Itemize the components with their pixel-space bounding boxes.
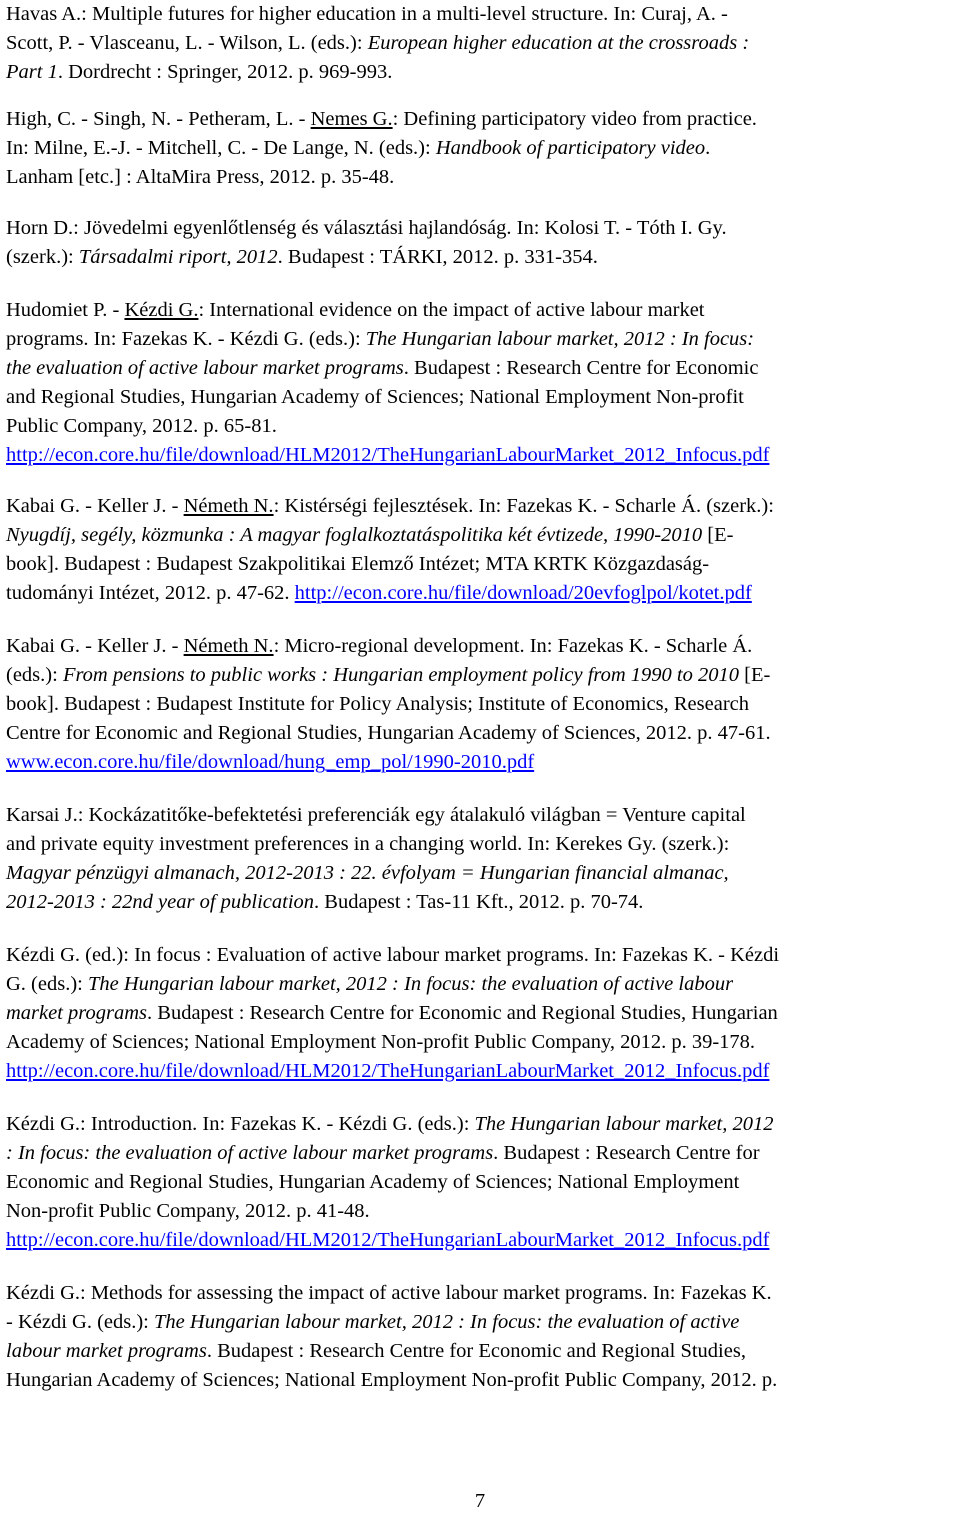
reference-text: Hungarian Academy of Sciences; National Employment Non-profit Public Company, 2012. p. [6,1369,778,1391]
reference-book-title: the evaluation of active labour market programs [6,357,404,379]
reference-text: Academy of Sciences; National Employment Non-profit Public Company, 2012. p. 39-178. [6,1031,756,1053]
reference-text: : Micro-regional development. In: Fazekas K. - Scharle Á. [273,635,753,657]
reference-text: High, C. - Singh, N. - Petheram, L. - [6,108,311,130]
reference-text: Kézdi G. (ed.): In focus : Evaluation of active labour market programs. In: Fazekas K. - Kézdi [6,944,780,966]
reference-link[interactable]: http://econ.core.hu/file/download/HLM2012/TheHungarianLabourMarket_2012_Infocus.pdf [6,444,770,466]
reference-text: [E- [702,524,734,546]
reference-list [6,0,956,1421]
reference-text: tudományi Intézet, 2012. p. 47-62. [6,582,295,604]
reference-book-title: The Hungarian labour market, 2012 [474,1113,774,1135]
reference-text: . Budapest : Research Centre for Economic and Regional Studies, [206,1340,746,1362]
reference-text: Kézdi G.: Methods for assessing the impact of active labour market programs. In: Fazekas K. [6,1282,772,1304]
reference-link[interactable]: http://econ.core.hu/file/download/HLM2012/TheHungarianLabourMarket_2012_Infocus.pdf [6,1229,770,1251]
reference-book-title: Part 1 [6,61,58,83]
reference-text: Economic and Regional Studies, Hungarian Academy of Sciences; National Employment [6,1171,740,1193]
reference-text: Kabai G. - Keller J. - [6,495,184,517]
reference-karsai [6,801,956,917]
reference-link[interactable]: www.econ.core.hu/file/download/hung_emp_pol/1990-2010.pdf [6,751,535,773]
reference-book-title: 2012-2013 : 22nd year of publication [6,891,315,913]
reference-book-title: The Hungarian labour market, 2012 : In focus: the evaluation of active [154,1311,740,1333]
reference-text: Kézdi G.: Introduction. In: Fazekas K. - Kézdi G. (eds.): [6,1113,475,1135]
reference-book-title: Handbook of participatory video [435,137,706,159]
reference-text: Horn D.: Jövedelmi egyenlőtlenség és választási hajlandóság. In: Kolosi T. - Tóth I. Gy. [6,217,727,239]
reference-text: Hudomiet P. - [6,299,125,321]
reference-text: Centre for Economic and Regional Studies, Hungarian Academy of Sciences, 2012. p. 47-61. [6,722,771,744]
reference-text: : Kistérségi fejlesztések. In: Fazekas K. - Scharle Á. (szerk.): [273,495,774,517]
reference-text: In: Milne, E.-J. - Mitchell, C. - De Lange, N. (eds.): [6,137,436,159]
reference-text: : International evidence on the impact of active labour market [198,299,705,321]
reference-text: Lanham [etc.] : AltaMira Press, 2012. p. 35-48. [6,166,395,188]
reference-text: Scott, P. - Vlasceanu, L. - Wilson, L. (eds.): [6,32,368,54]
reference-text: . Budapest : Research Centre for Economic and Regional Studies, Hungarian [147,1002,778,1024]
page-number: 7 [474,1490,486,1512]
reference-havas [6,0,956,87]
reference-text: - Kézdi G. (eds.): [6,1311,155,1333]
reference-kabai-hu [6,492,956,608]
reference-text: book]. Budapest : Budapest Institute for Policy Analysis; Institute of Economics, Research [6,693,750,715]
author-highlight: Nemes G. [310,108,393,130]
reference-kabai-en [6,632,956,777]
reference-book-title: The Hungarian labour market, 2012 : In focus: [365,328,755,350]
author-highlight: Kézdi G. [124,299,199,321]
reference-kezdi-methods [6,1279,956,1395]
reference-text: G. (eds.): [6,973,88,995]
reference-text: . Budapest : Research Centre for [493,1142,760,1164]
reference-text: and private equity investment preferences in a changing world. In: Kerekes Gy. (szerk.): [6,833,730,855]
reference-text: Karsai J.: Kockázatitőke-befektetési preferenciák egy átalakuló világban = Venture capital [6,804,746,826]
reference-text: Kabai G. - Keller J. - [6,635,184,657]
reference-text: . [705,137,711,159]
reference-text: [E- [739,664,771,686]
reference-book-title: Magyar pénzügyi almanach, 2012-2013 : 22. évfolyam = Hungarian financial almanac, [6,862,729,884]
reference-text: book]. Budapest : Budapest Szakpolitikai Elemző Intézet; MTA KRTK Közgazdaság- [6,553,710,575]
reference-text: . Budapest : Research Centre for Economic [403,357,759,379]
reference-kezdi-introduction [6,1110,956,1255]
reference-book-title: labour market programs [6,1340,207,1362]
reference-book-title: Nyugdíj, segély, közmunka : A magyar foglalkoztatáspolitika két évtizede, 1990-2010 [6,524,703,546]
reference-text: (szerk.): [6,246,79,268]
reference-text: Havas A.: Multiple futures for higher education in a multi-level structure. In: Curaj, A. - [6,3,728,25]
reference-book-title: Társadalmi riport, 2012 [78,246,278,268]
reference-text: : Defining participatory video from practice. [392,108,757,130]
author-highlight: Németh N. [183,495,274,517]
reference-link[interactable]: http://econ.core.hu/file/download/HLM2012/TheHungarianLabourMarket_2012_Infocus.pdf [6,1060,770,1082]
reference-horn [6,214,956,272]
reference-hudomiet [6,296,956,470]
reference-text: programs. In: Fazekas K. - Kézdi G. (eds.): [6,328,366,350]
reference-text: and Regional Studies, Hungarian Academy of Sciences; National Employment Non-profit [6,386,744,408]
reference-book-title: From pensions to public works : Hungarian employment policy from 1990 to 2010 [62,664,739,686]
reference-book-title: : In focus: the evaluation of active labour market programs [6,1142,494,1164]
reference-text: Non-profit Public Company, 2012. p. 41-48. [6,1200,370,1222]
reference-kezdi-infocus [6,941,956,1086]
reference-book-title: market programs [6,1002,148,1024]
author-highlight: Németh N. [183,635,274,657]
reference-book-title: European higher education at the crossroads : [367,32,750,54]
reference-text: . Budapest : TÁRKI, 2012. p. 331-354. [277,246,598,268]
reference-book-title: The Hungarian labour market, 2012 : In focus: the evaluation of active labour [87,973,734,995]
reference-link[interactable]: http://econ.core.hu/file/download/20evfoglpol/kotet.pdf [294,582,752,604]
reference-high [6,105,956,192]
reference-text: . Dordrecht : Springer, 2012. p. 969-993. [57,61,393,83]
reference-text: Public Company, 2012. p. 65-81. [6,415,277,437]
reference-text: (eds.): [6,664,63,686]
reference-text: . Budapest : Tas-11 Kft., 2012. p. 70-74. [314,891,644,913]
